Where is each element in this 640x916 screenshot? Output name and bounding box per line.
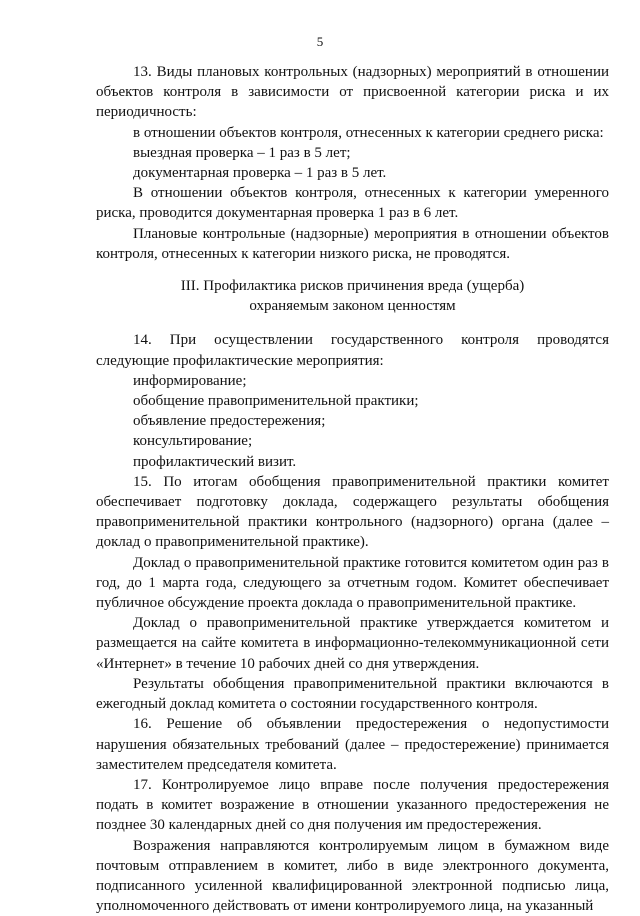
item-15-paragraph-1: 15. По итогам обобщения правоприменительной практики комитет обеспечивает подготовку доклада, содержащего результаты обобщения правоприменительной практики контрольного (надзорного) органа (далее – доклад о правоприменительной практике).: [96, 473, 609, 551]
item-14-measure: обобщение правоприменительной практики;: [133, 393, 419, 410]
item-13-onsite-inspection: выездная проверка – 1 раз в 5 лет;: [133, 144, 351, 161]
item-14-measure: объявление предостережения;: [133, 413, 326, 430]
section-3-heading: [96, 276, 609, 316]
item-14-intro: 14. При осуществлении государственного контроля проводятся следующие профилактические мероприятия:: [96, 332, 609, 369]
section-3-heading-line-1: III. Профилактика рисков причинения вреда (ущерба): [180, 278, 525, 295]
item-14-measure: профилактический визит.: [133, 453, 297, 470]
item-13-intro: 13. Виды плановых контрольных (надзорных) мероприятий в отношении объектов контроля в зависимости от присвоенной категории риска и их периодичность:: [96, 64, 609, 121]
item-14-measure: консультирование;: [133, 433, 253, 450]
item-13-medium-risk: в отношении объектов контроля, отнесенных к категории среднего риска:: [133, 124, 604, 141]
item-16-paragraph-1: 16. Решение об объявлении предостережения о недопустимости нарушения обязательных требований (далее – предостережение) принимается заместителем председателя комитета.: [96, 716, 609, 773]
item-17-paragraph-2: Возражения направляются контролируемым лицом в бумажном виде почтовым отправлением в комитет, либо в виде электронного документа, подписанного усиленной квалифицированной электронной подписью лица, уполномоченного действовать от имени контролируемого лица, на указанный: [96, 837, 609, 915]
item-17-paragraph-1: 17. Контролируемое лицо вправе после получения предостережения подать в комитет возражение в отношении указанного предостережения не позднее 30 календарных дней со дня получения им предостережения.: [96, 776, 609, 834]
item-14-measure: информирование;: [133, 372, 247, 389]
item-13-low-risk: Плановые контрольные (надзорные) мероприятия в отношении объектов контроля, отнесенных к категории низкого риска, не проводятся.: [96, 225, 609, 262]
page-number: 5: [316, 34, 324, 49]
section-3-heading-line-2: охраняемым законом ценностям: [249, 298, 456, 315]
item-15-paragraph-2: Доклад о правоприменительной практике готовится комитетом один раз в год, до 1 марта года, следующего за отчетным годом. Комитет обеспечивает публичное обсуждение проекта доклада о правоприменительной практике.: [96, 554, 609, 612]
item-13-moderate-risk: В отношении объектов контроля, отнесенных к категории умеренного риска, проводится документарная проверка 1 раз в 6 лет.: [96, 185, 609, 222]
item-15-paragraph-4: Результаты обобщения правоприменительной практики включаются в ежегодный доклад комитета о состоянии государственного контроля.: [96, 675, 609, 713]
document-body: [96, 62, 609, 916]
item-15-paragraph-3: Доклад о правоприменительной практике утверждается комитетом и размещается на сайте комитета в информационно-телекоммуникационной сети «Интернет» в течение 10 рабочих дней со дня утверждения.: [96, 615, 609, 672]
item-13-documentary-inspection: документарная проверка – 1 раз в 5 лет.: [133, 165, 387, 182]
